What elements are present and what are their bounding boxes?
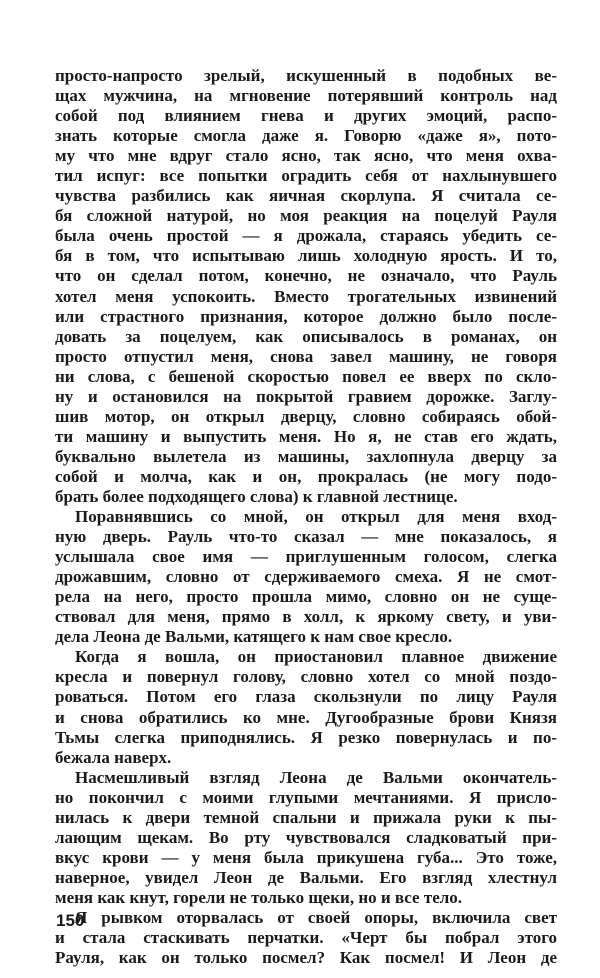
text-line: бя в том, что испытываю лишь холодную ярость. И то, (55, 246, 557, 266)
paragraph (55, 908, 557, 968)
text-line: буквально вылетела из машины, захлопнула дверцу за (55, 446, 557, 466)
text-line: дела Леона де Вальми, катящего к нам свое кресло. (55, 627, 453, 647)
text-line: тил испуг: все попытки оградить себя от нахлынувшего (55, 166, 557, 186)
text-line: бя сложной натурой, но моя реакция на поцелуй Рауля (55, 206, 557, 226)
text-line: му что мне вдруг стало ясно, так ясно, что меня охва- (55, 146, 557, 166)
text-line: шив мотор, он открыл дверцу, словно собираясь обой- (55, 406, 557, 426)
text-line: Тьмы слегка приподнялись. Я резко повернулась и по- (55, 727, 557, 747)
text-line: ну и остановился на покрытой гравием дорожке. Заглу- (55, 386, 557, 406)
text-line: нилась к двери темной спальни и прижала руки к пы- (55, 807, 557, 827)
text-line: Поравнявшись со мной, он открыл для меня вход- (75, 507, 557, 527)
text-line: чувства разбились как яичная скорлупа. Я считала се- (55, 186, 557, 206)
paragraph (55, 507, 557, 647)
text-line: услышала свое имя — приглушенным голосом, слегка (55, 547, 557, 567)
text-line: знать которые смогла даже я. Говорю «даже я», пото- (55, 126, 557, 146)
text-line: или страстного признания, которое должно было после- (55, 306, 557, 326)
text-line: но покончил с моими глупыми мечтаниями. Я присло- (55, 787, 557, 807)
text-line: наверное, увидел Леон де Вальми. Его взгляд хлестнул (55, 867, 557, 887)
text-line: рела на него, просто прошла мимо, словно он не суще- (55, 587, 557, 607)
text-line: бежала наверх. (55, 747, 172, 767)
paragraph (55, 768, 557, 908)
text-line: и стала стаскивать перчатки. «Черт бы побрал этого (55, 928, 557, 948)
text-line: лающим щекам. Во рту чувствовался сладковатый при- (55, 827, 557, 847)
text-line: Когда я вошла, он приостановил плавное движение (75, 647, 557, 667)
text-line: кресла и повернул голову, словно хотел со мной поздо- (55, 667, 557, 687)
text-line: просто отпустил меня, снова завел машину, не говоря (55, 346, 557, 366)
text-line: брать более подходящего слова) к главной лестнице. (55, 486, 458, 506)
paragraph (55, 647, 557, 767)
text-line: ни слова, с бешеной скоростью повел ее вверх по скло- (55, 366, 557, 386)
page-number: 150 (56, 911, 85, 930)
text-line: меня как кнут, горели не только щеки, но и все тело. (55, 887, 463, 907)
text-line: ную дверь. Рауль что-то сказал — мне показалось, я (55, 527, 557, 547)
text-line: просто-напросто зрелый, искушенный в подобных ве- (55, 66, 557, 85)
text-line: Рауля, как он только посмел? Как посмел! И Леон де (55, 948, 557, 968)
text-line: щах мужчина, на мгновение потерявший контроль над (55, 86, 557, 106)
paragraph (55, 66, 557, 507)
text-line: хотел меня успокоить. Вместо трогательных извинений (55, 286, 557, 306)
text-line: вкус крови — у меня была прикушена губа... Это тоже, (55, 847, 557, 867)
text-line: ствовал для меня, прямо в холл, к яркому свету, и уви- (55, 607, 557, 627)
text-line: и снова обратились ко мне. Дугообразные брови Князя (55, 707, 557, 727)
text-line: что он сделал потом, конечно, не означало, что Рауль (55, 266, 557, 286)
text-line: была очень простой — я дрожала, стараясь убедить се- (55, 226, 557, 246)
text-line: довать за поцелуем, как описывалось в романах, он (55, 326, 557, 346)
text-line: дрожавшим, словно от сдерживаемого смеха. Я не смот- (55, 567, 557, 587)
text-line: собой под влиянием гнева и других эмоций, распо- (55, 106, 557, 126)
text-line: собой и молча, как и он, прокралась (не могу подо- (55, 466, 557, 486)
page-body-text (55, 66, 557, 968)
text-line: Я рывком оторвалась от своей опоры, включила свет (75, 907, 557, 927)
text-line: роваться. Потом его глаза скользнули по лицу Рауля (55, 687, 557, 707)
text-line: Насмешливый взгляд Леона де Вальми окончатель- (75, 767, 557, 787)
text-line: ти машину и выпустить меня. Но я, не став его ждать, (55, 426, 557, 446)
